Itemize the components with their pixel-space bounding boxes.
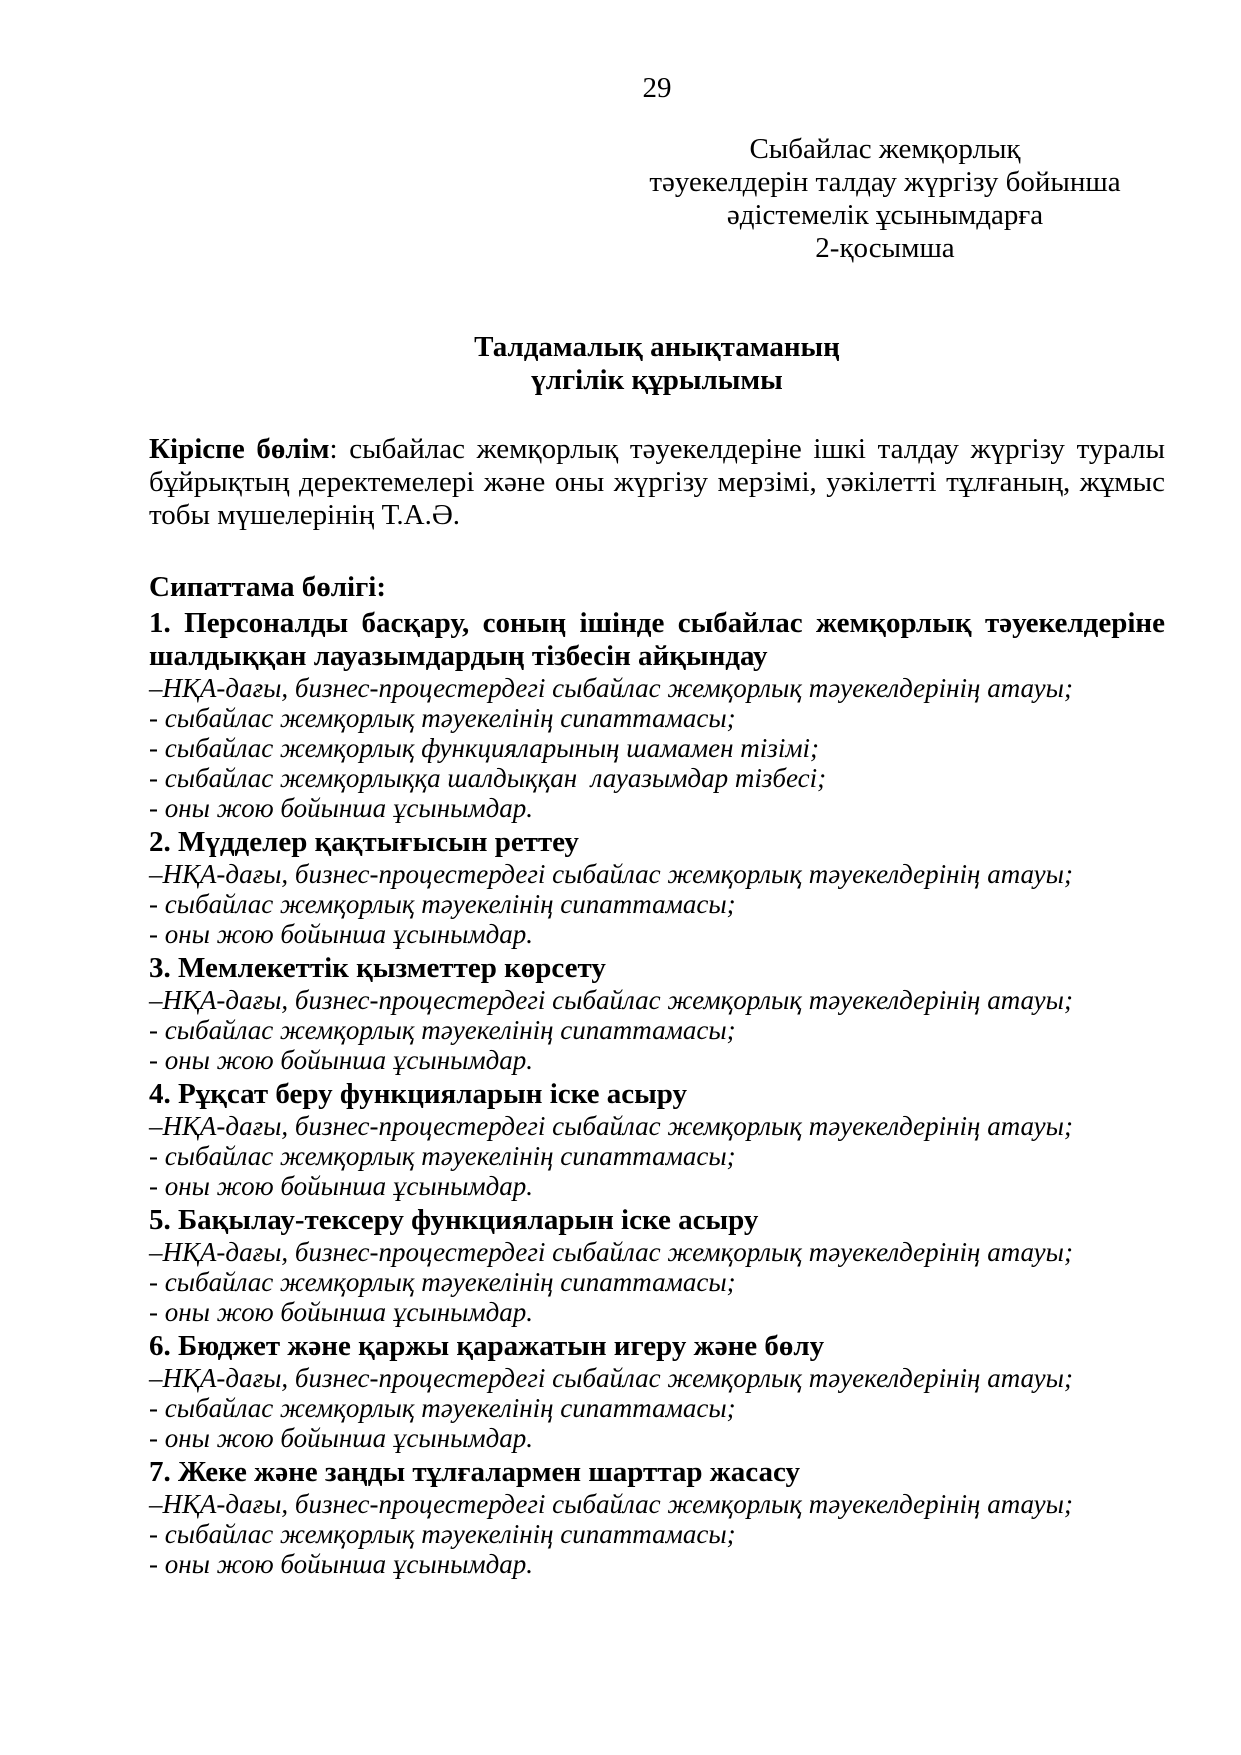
item-subitem: - сыбайлас жемқорлық тәуекелінің сипаттамасы; <box>149 703 736 733</box>
item-subitem: - сыбайлас жемқорлық тәуекелінің сипаттамасы; <box>149 889 736 919</box>
item-subitem: - сыбайлас жемқорлық тәуекелінің сипаттамасы; <box>149 1015 736 1045</box>
document-title-line: үлгілік құрылымы <box>531 364 783 396</box>
item-heading: 5. Бақылау-тексеру функцияларын іске асыру <box>149 1204 759 1236</box>
item-subitem: - оны жою бойынша ұсынымдар. <box>149 1423 534 1453</box>
item-subitem: - сыбайлас жемқорлық функцияларының шамамен тізімі; <box>149 733 820 763</box>
list-item <box>149 607 1165 823</box>
item-subitem: - сыбайлас жемқорлық тәуекелінің сипаттамасы; <box>149 1267 736 1297</box>
item-heading: 2. Мүдделер қақтығысын реттеу <box>149 826 579 858</box>
document-title-line: Талдамалық анықтаманың <box>474 331 840 363</box>
item-subitem: –НҚА-дағы, бизнес-процестердегі сыбайлас жемқорлық тәуекелдерінің атауы; <box>149 673 1073 703</box>
item-subitem: - сыбайлас жемқорлық тәуекелінің сипаттамасы; <box>149 1141 736 1171</box>
list-item <box>149 952 1165 1075</box>
item-heading: 1. Персоналды басқару, соның ішінде сыбайлас жемқорлық тәуекелдеріне шалдыққан лауазымдардың тізбесін айқындау <box>149 607 1165 672</box>
item-heading: 6. Бюджет және қаржы қаражатын игеру және бөлу <box>149 1330 825 1362</box>
item-subitem: - сыбайлас жемқорлық тәуекелінің сипаттамасы; <box>149 1519 736 1549</box>
list-item <box>149 1330 1165 1453</box>
item-subitem: - оны жою бойынша ұсынымдар. <box>149 1045 534 1075</box>
list-item <box>149 1204 1165 1327</box>
item-subitem: - сыбайлас жемқорлыққа шалдыққан лауазымдар тізбесі; <box>149 763 827 793</box>
item-subitem: –НҚА-дағы, бизнес-процестердегі сыбайлас жемқорлық тәуекелдерінің атауы; <box>149 1489 1073 1519</box>
page-number: 29 <box>642 72 672 104</box>
item-subitem: - оны жою бойынша ұсынымдар. <box>149 1171 534 1201</box>
intro-lead: Кіріспе бөлім <box>149 433 330 465</box>
item-heading: 7. Жеке және заңды тұлғалармен шарттар жасасу <box>149 1456 801 1488</box>
item-subitem: - сыбайлас жемқорлық тәуекелінің сипаттамасы; <box>149 1393 736 1423</box>
list-item <box>149 1456 1165 1579</box>
section-heading: Сипаттама бөлігі: <box>149 571 386 603</box>
appendix-line: әдістемелік ұсынымдарға <box>726 199 1044 231</box>
item-subitem: –НҚА-дағы, бизнес-процестердегі сыбайлас жемқорлық тәуекелдерінің атауы; <box>149 1363 1073 1393</box>
appendix-line: 2-қосымша <box>815 232 955 264</box>
item-subitem: - оны жою бойынша ұсынымдар. <box>149 919 534 949</box>
list-item <box>149 1078 1165 1201</box>
intro-paragraph <box>149 433 1165 532</box>
appendix-line: тәуекелдерін талдау жүргізу бойынша <box>649 166 1121 198</box>
item-subitem: –НҚА-дағы, бизнес-процестердегі сыбайлас жемқорлық тәуекелдерінің атауы; <box>149 859 1073 889</box>
item-subitem: - оны жою бойынша ұсынымдар. <box>149 1549 534 1579</box>
appendix-line: Сыбайлас жемқорлық <box>749 133 1021 165</box>
intro-text: : сыбайлас жемқорлық тәуекелдеріне ішкі талдау жүргізу туралы бұйрықтың деректемелері және оны жүргізу мерзімі, уәкілетті тұлғаның, жұмыс тобы мүшелерінің Т.А.Ә. <box>149 433 1165 531</box>
item-subitem: –НҚА-дағы, бизнес-процестердегі сыбайлас жемқорлық тәуекелдерінің атауы; <box>149 985 1073 1015</box>
item-heading: 3. Мемлекеттік қызметтер көрсету <box>149 952 606 984</box>
item-subitem: –НҚА-дағы, бизнес-процестердегі сыбайлас жемқорлық тәуекелдерінің атауы; <box>149 1237 1073 1267</box>
item-heading: 4. Рұқсат беру функцияларын іске асыру <box>149 1078 688 1110</box>
document-title <box>149 331 1165 397</box>
item-subitem: - оны жою бойынша ұсынымдар. <box>149 793 534 823</box>
item-subitem: –НҚА-дағы, бизнес-процестердегі сыбайлас жемқорлық тәуекелдерінің атауы; <box>149 1111 1073 1141</box>
appendix-block <box>605 133 1165 265</box>
item-subitem: - оны жою бойынша ұсынымдар. <box>149 1297 534 1327</box>
list-item <box>149 826 1165 949</box>
